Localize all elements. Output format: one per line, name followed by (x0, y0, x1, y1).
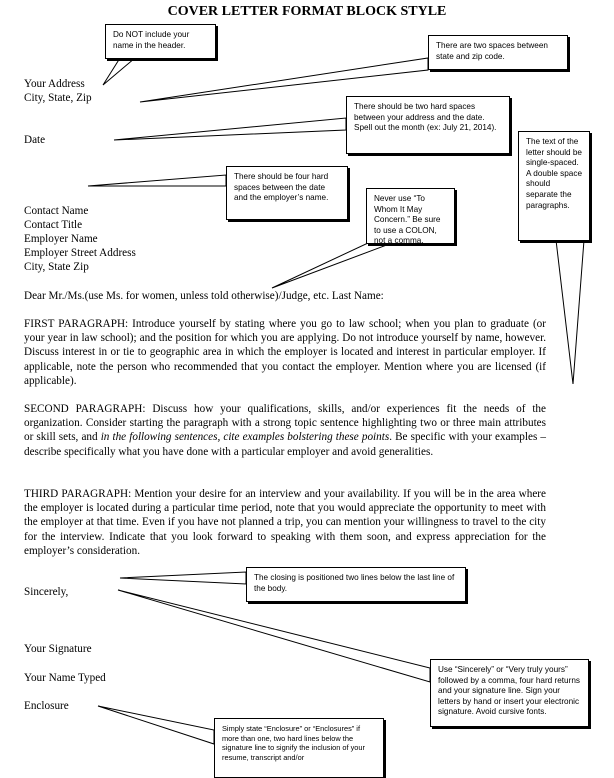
contact-name: Contact Name (24, 205, 89, 217)
second-paragraph-text-c: . Be specific with your examples – describe specifically what you have done with a particular employer and avoid generalities. (24, 431, 546, 458)
pointer-header (103, 58, 135, 85)
callout-zip-spacing: There are two spaces between state and zip code. (428, 35, 568, 70)
address-line-1: Your Address (24, 78, 85, 90)
second-paragraph-italic: in the following sentences, cite examples bolstering these points (100, 431, 390, 444)
callout-to-whom: Never use “To Whom It May Concern.” Be sure to use a COLON, not a comma. (366, 188, 455, 244)
employer-name: Employer Name (24, 233, 98, 245)
salutation: Dear Mr./Ms.(use Ms. for women, unless told otherwise)/Judge, etc. Last Name: (24, 290, 384, 302)
employer-city: City, State Zip (24, 261, 89, 273)
callout-four-spaces: There should be four hard spaces between the date and the employer’s name. (226, 166, 348, 220)
page-title: COVER LETTER FORMAT BLOCK STYLE (167, 4, 447, 19)
date-line: Date (24, 134, 46, 146)
name-typed-line: Your Name Typed (24, 672, 106, 684)
pointer-single-spaced (556, 240, 584, 384)
callout-date-spacing: There should be two hard spaces between your address and the date. Spell out the month (ex: July 21, 2014). (346, 96, 510, 154)
pointer-sincerely (118, 590, 430, 682)
second-paragraph-text-a: SECOND PARAGRAPH: Discuss how your qualifications, skills, and/or experiences fit the needs of the organization. Consider starting the paragraph with a strong topic sentence highlighting two or three main attributes or skill sets, and (24, 403, 546, 444)
callout-sincerely: Use “Sincerely” or “Very truly yours” followed by a comma, four hard returns and your signature line. Sign your letters by hand or insert your electronic signature. Avoid cursive fonts. (430, 659, 589, 727)
pointer-closing (120, 572, 246, 584)
second-paragraph (24, 402, 546, 459)
enclosure-line: Enclosure (24, 700, 69, 712)
callout-enclosure: Simply state “Enclosure” or “Enclosures” if more than one, two hard lines below the signature line to signify the inclusion of your resume, transcript and/or (214, 718, 384, 778)
callout-header: Do NOT include your name in the header. (105, 24, 216, 59)
contact-title: Contact Title (24, 219, 83, 231)
employer-street: Employer Street Address (24, 247, 136, 259)
pointer-date (114, 118, 346, 140)
closing: Sincerely, (24, 586, 69, 598)
pointer-whom (272, 243, 392, 288)
pointer-four-spaces (88, 175, 226, 186)
signature-line: Your Signature (24, 643, 92, 655)
pointer-enclosure (98, 706, 214, 744)
callout-closing-position: The closing is positioned two lines below the last line of the body. (246, 567, 466, 602)
address-line-2: City, State, Zip (24, 92, 92, 104)
first-paragraph: FIRST PARAGRAPH: Introduce yourself by stating where you go to law school; when you plan to graduate (or your year in law school); and the position for which you are applying. Do not introduce yourself by name, however. Discuss interest in or tie to geographic area in which the employer is located and interest in particular employer. If applicable, note the person who recommended that you contact the employer. Mention where you are licensed (if applicable). (24, 318, 546, 387)
third-paragraph: THIRD PARAGRAPH: Mention your desire for an interview and your availability. If you will be in the area where the employer is located during a particular time period, note that you would appreciate the opportunity to meet with the employer at that time. Even if you have not planned a trip, you can mention your willingness to travel to the city for the interview. Indicate that you look forward to speaking with them soon, and express appreciation for the employer’s consideration. (24, 488, 546, 557)
callout-single-spaced: The text of the letter should be single-spaced. A double space should separate the paragraphs. (518, 131, 590, 241)
